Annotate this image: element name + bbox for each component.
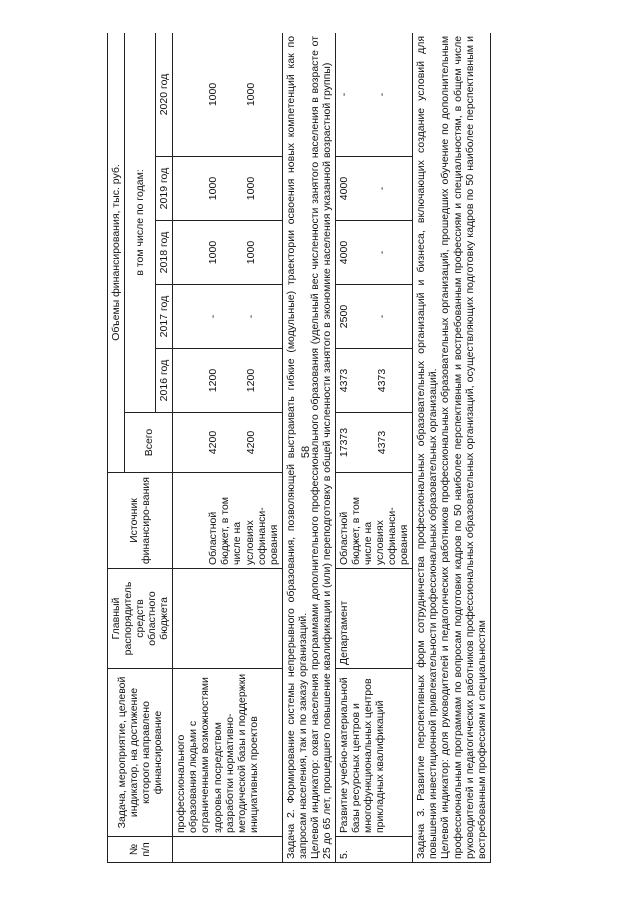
header-year: 2019 год [156,157,173,221]
task-cell: профессионального образования людьми с ограниченными возможностями здоровья посредством разработки нормативно-методической базы и поддержки инициативных проектов [173,669,282,837]
task-cell: Развитие учебно-материальной базы ресурсных центров и многофункциональных центров прикладных квалификаций [335,669,412,837]
header-year: 2016 год [156,349,173,413]
source-cell [173,473,282,569]
y2018-cell: 4000 - [335,221,412,285]
task-3-row [413,33,490,863]
y2017-cell: - - [173,285,282,349]
header-num: № п/п [108,837,173,863]
rotated-sheet [107,33,612,863]
table-row [335,33,412,863]
header-year: 2018 год [156,221,173,285]
financing-table [107,33,491,863]
y2020-cell: - - [335,33,412,157]
header-source: Источник финансиро-вания [108,473,173,569]
y2020-cell: 1000 1000 [173,33,282,157]
y2019-cell: 1000 1000 [173,157,282,221]
source-cell: Областной бюджет, в том числе на условиях софинанси-рования [335,473,412,569]
total-cell: 17373 4373 [335,413,412,473]
table-container [107,33,612,863]
task-2-text: Задача 2. Формирование системы непрерывного образования, позволяющей выстраивать гибкие (модульные) траектории освоения новых компетенций как по запросам населения, так и по заказу организаций. Целевой индикатор: охват населения программами дополнительного профессионального образования (удельный вес численности занятого населения в возрасте от 25 до 65 лет, прошедшего повышение квалификации и (или) переподготовку в общей численности занятого в экономике населения указанной возрастной группы) [282,33,335,863]
task-3-text: Задача 3. Развитие перспективных форм сотрудничества профессиональных образовательных организаций и бизнеса, включающих создание условий для повышения инвестиционной привлекательности профессиональных образовательных организаций. Целевой индикатор: доля руководителей и педагогических работников профессиональных образовательных организаций, прошедших обучение по дополнительным профессиональным программам по вопросам подготовки кадров по 50 наиболее перспективным и востребованным профессиям и специальностям, в общем числе руководителей и педагогических работников профессиональных образовательных организаций, осуществляющих подготовку кадров по 50 наиболее перспективным и востребованным профессиям и специальностям [413,33,490,863]
total-cell: 4200 4200 [173,413,282,473]
source-text: Областной бюджет, в том числе на условиях софинанси-рования [207,496,280,565]
header-task: Задача, мероприятие, целевой индикатор, на достижение которого направлено финансирование [108,669,173,837]
header-year: 2017 год [156,285,173,349]
manager-cell: Департамент [335,569,412,669]
y2019-cell: 4000 - [335,157,412,221]
header-year: 2020 год [156,33,173,157]
header-row-1 [108,33,125,863]
row-num: 5. [335,837,412,863]
y2016-cell: 1200 1200 [173,349,282,413]
header-volume: Объемы финансирования, тыс. руб. [108,33,125,473]
header-by-years: в том числе по годам: [125,33,156,413]
task-2-row [282,33,335,863]
header-manager: Главный распорядитель средств областного бюджета [108,569,173,669]
page-number: 58 [300,445,313,459]
header-total: Всего [125,413,173,473]
y2016-cell: 4373 4373 [335,349,412,413]
y2017-cell: 2500 - [335,285,412,349]
y2018-cell: 1000 1000 [173,221,282,285]
table-row [173,33,282,863]
